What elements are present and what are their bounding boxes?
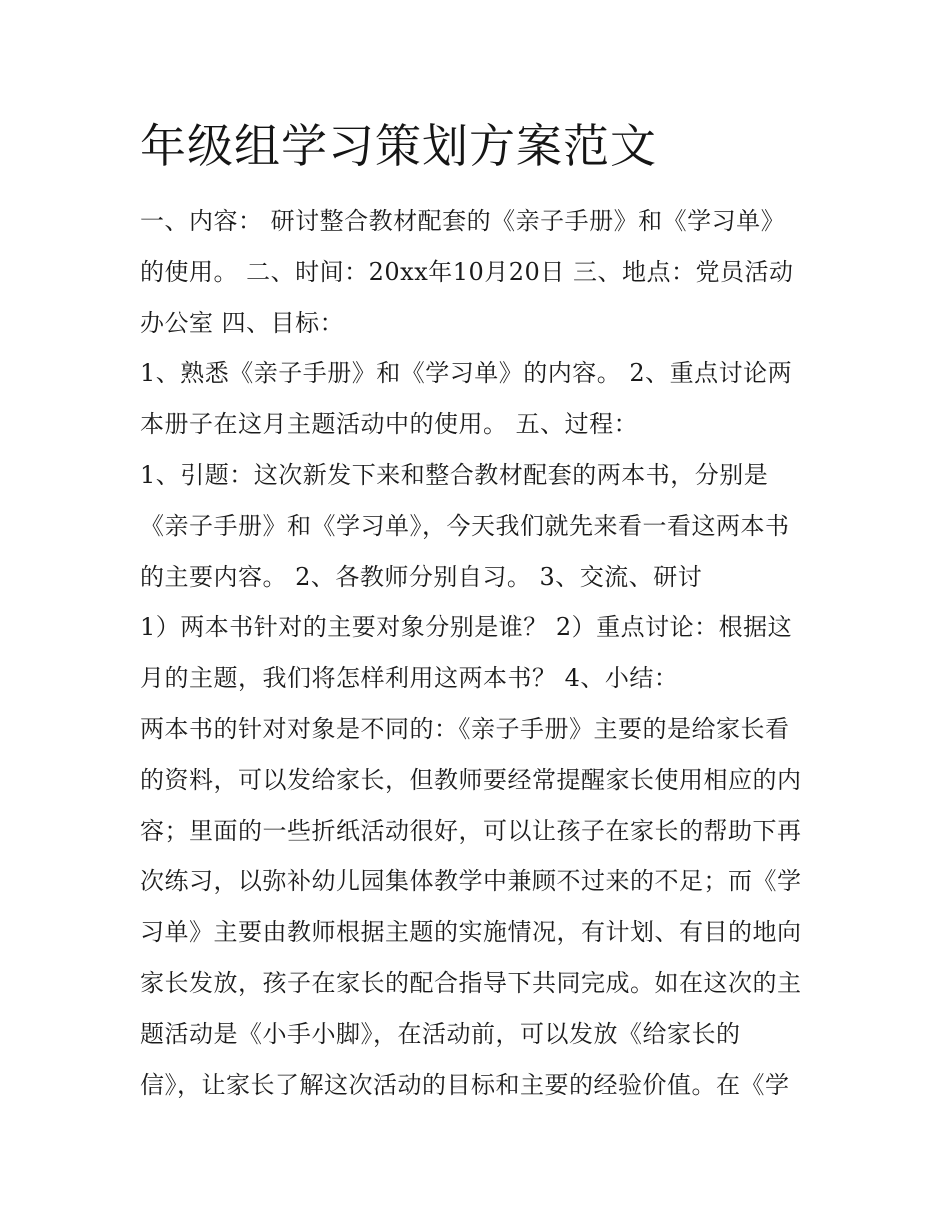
- body-line: 《亲子手册》和《学习单》，今天我们就先来看一看这两本书: [140, 511, 790, 540]
- body-line: 月的主题，我们将怎样利用这两本书？ 4、小结：: [140, 664, 679, 693]
- body-line: 习单》主要由教师根据主题的实施情况，有计划、有目的地向: [140, 918, 802, 947]
- document-title: 年级组学习策划方案范文: [140, 119, 657, 173]
- body-line: 两本书的针对对象是不同的：《亲子手册》主要的是给家长看: [140, 714, 790, 743]
- body-line: 家长发放，孩子在家长的配合指导下共同完成。如在这次的主: [140, 968, 802, 997]
- body-line: 一、内容： 研讨整合教材配套的《亲子手册》和《学习单》: [140, 207, 786, 235]
- body-line: 1）两本书针对的主要对象分别是谁？ 2）重点讨论：根据这: [140, 613, 793, 642]
- document-body: [140, 196, 820, 1110]
- body-line: 的使用。 二、时间：20xx年10月20日 三、地点：党员活动: [140, 257, 794, 286]
- body-line: 容；里面的一些折纸活动很好，可以让孩子在家长的帮助下再: [140, 816, 802, 845]
- body-line: 办公室 四、目标：: [140, 308, 345, 337]
- body-line: 的资料，可以发给家长，但教师要经常提醒家长使用相应的内: [140, 765, 802, 794]
- body-line: 次练习，以弥补幼儿园集体教学中兼顾不过来的不足；而《学: [140, 867, 802, 896]
- body-line: 1、熟悉《亲子手册》和《学习单》的内容。 2、重点讨论两: [140, 359, 793, 388]
- body-line: 信》，让家长了解这次活动的目标和主要的经验价值。在《学: [140, 1070, 790, 1099]
- body-line: 的主要内容。 2、各教师分别自习。 3、交流、研讨: [140, 562, 703, 591]
- body-line: 题活动是《小手小脚》，在活动前，可以发放《给家长的: [140, 1019, 741, 1048]
- body-line: 本册子在这月主题活动中的使用。 五、过程：: [140, 410, 639, 439]
- body-line: 1、引题：这次新发下来和整合教材配套的两本书，分别是: [140, 460, 769, 489]
